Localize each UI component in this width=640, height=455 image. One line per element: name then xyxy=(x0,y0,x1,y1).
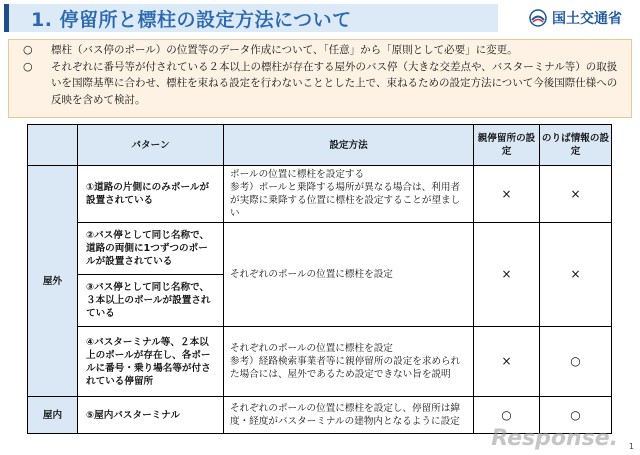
logo-text: 国土交通省 xyxy=(552,11,622,27)
mlit-logo xyxy=(529,8,622,28)
page-number: 1 xyxy=(628,442,634,451)
table-row xyxy=(28,223,612,275)
method-note: 参考）経路検索事業者等に親停留所の設定を求められた場合には、屋外であるため設定できない旨を説明 xyxy=(230,356,461,380)
setting-method-table xyxy=(27,124,612,434)
method-line: それぞれのポールの位置に標柱を設定 xyxy=(230,343,393,354)
header-platform-info: のりば情報の設定 xyxy=(540,125,612,166)
method-cell: それぞれのポールの位置に標柱を設定 xyxy=(224,223,474,327)
platform-info-cell: ○ xyxy=(540,327,612,397)
platform-info-cell: × xyxy=(540,223,612,327)
header-method: 設定方法 xyxy=(224,125,474,166)
summary-text: それぞれに番号等が付されている２本以上の標柱が存在する屋外のバス停（大きな交差点や、バスターミナル等）の取扱いを国際基準に合わせ、標柱を束ねる設定を行わないこととした上で、束ねるための設定方法について今後国際仕様への反映を含めて検討。 xyxy=(51,60,618,106)
page-title: 1. 停留所と標柱の設定方法について xyxy=(4,4,498,32)
pattern-cell: ⑤屋内バスターミナル xyxy=(78,397,224,434)
method-note: 参考）ポールと乗降する場所が異なる場合は、利用者が実際に乗降する位置に標柱を設定することが望ましい xyxy=(230,182,461,219)
header-parent-stop: 親停留所の設定 xyxy=(474,125,540,166)
platform-info-cell: × xyxy=(540,166,612,223)
header-category xyxy=(28,125,78,166)
table-row xyxy=(28,327,612,397)
header-pattern: パターン xyxy=(78,125,224,166)
table-header-row xyxy=(28,125,612,166)
method-cell: それぞれのポールの位置に標柱を設定し、停留所は緯度・経度がバスターミナルの建物内となるように設定 xyxy=(224,397,474,434)
category-outdoor: 屋外 xyxy=(28,166,78,397)
summary-item xyxy=(23,59,621,109)
method-line: ポールの位置に標柱を設定する xyxy=(230,169,365,180)
bullet-mark: ○ xyxy=(23,59,33,73)
pattern-cell: ③バス停として同じ名称で、３本以上のポールが設置されている xyxy=(78,275,224,327)
platform-info-cell: ○ xyxy=(540,397,612,434)
summary-text: 標柱（バス停のポール）の位置等のデータ作成について、「任意」から「原則として必要」に変更。 xyxy=(51,44,518,56)
pattern-cell: ②バス停として同じ名称で、道路の両側に1つずつのポールが設置されている xyxy=(78,223,224,275)
parent-stop-cell: ○ xyxy=(474,397,540,434)
method-cell xyxy=(224,327,474,397)
parent-stop-cell: × xyxy=(474,327,540,397)
pattern-cell: ④バスターミナル等、２本以上のポールが存在し、各ポールに番号・乗り場名等が付されている停留所 xyxy=(78,327,224,397)
category-indoor: 屋内 xyxy=(28,397,78,434)
method-cell xyxy=(224,166,474,223)
parent-stop-cell: × xyxy=(474,166,540,223)
mlit-emblem-icon xyxy=(529,9,547,27)
parent-stop-cell: × xyxy=(474,223,540,327)
pattern-cell: ①道路の片側にのみポールが設置されている xyxy=(78,166,224,223)
response-watermark: Response. xyxy=(491,426,618,451)
summary-box xyxy=(8,39,632,118)
summary-item xyxy=(23,42,621,59)
bullet-mark: ○ xyxy=(23,43,33,56)
table-row xyxy=(28,166,612,223)
